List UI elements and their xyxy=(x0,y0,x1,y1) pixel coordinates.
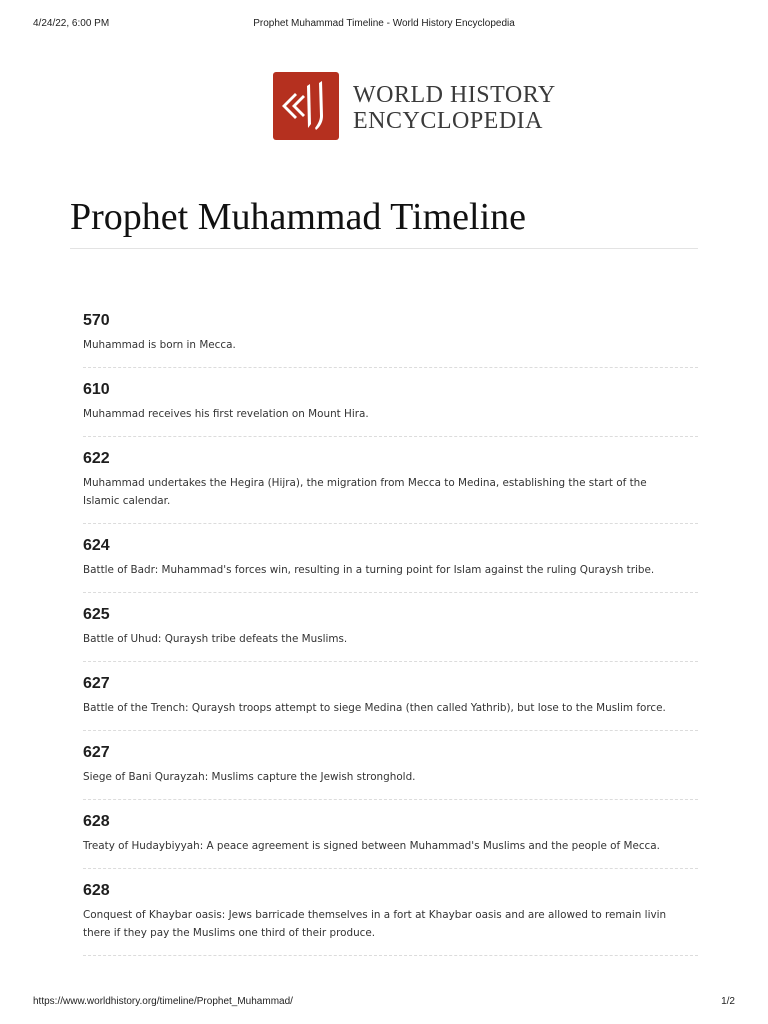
page-title: Prophet Muhammad Timeline xyxy=(70,196,526,238)
timeline-entry xyxy=(83,743,698,800)
timeline-list xyxy=(83,311,698,968)
timeline-entry xyxy=(83,449,698,524)
entry-description: Muhammad undertakes the Hegira (Hijra), the migration from Mecca to Medina, establishing the start of the Islamic calendar. xyxy=(83,477,647,507)
entry-description: Muhammad receives his first revelation on Mount Hira. xyxy=(83,408,369,420)
timeline-entry xyxy=(83,674,698,731)
page-number: 1/2 xyxy=(721,996,735,1007)
title-divider xyxy=(70,248,698,249)
entry-year: 628 xyxy=(83,813,110,830)
logo-line-2: ENCYCLOPEDIA xyxy=(353,108,543,134)
print-header xyxy=(33,18,735,32)
timeline-entry xyxy=(83,881,698,956)
entry-year: 627 xyxy=(83,744,110,761)
print-date: 4/24/22, 6:00 PM xyxy=(33,18,110,29)
entry-description: Battle of the Trench: Quraysh troops attempt to siege Medina (then called Yathrib), but lose to the Muslim force. xyxy=(83,702,666,714)
entry-year: 570 xyxy=(83,312,110,329)
timeline-entry xyxy=(83,311,698,368)
timeline-entry xyxy=(83,380,698,437)
entry-year: 610 xyxy=(83,381,110,398)
site-logo[interactable] xyxy=(273,72,563,142)
entry-year: 628 xyxy=(83,882,110,899)
timeline-entry xyxy=(83,605,698,662)
entry-year: 625 xyxy=(83,606,110,623)
logo-wordmark xyxy=(353,82,556,134)
entry-year: 627 xyxy=(83,675,110,692)
entry-description: Conquest of Khaybar oasis: Jews barricade themselves in a fort at Khaybar oasis and are allowed to remain livin there if they pay the Muslims one third of their produce. xyxy=(83,909,667,939)
print-page-title: Prophet Muhammad Timeline - World History Encyclopedia xyxy=(253,18,515,29)
entry-description: Battle of Uhud: Quraysh tribe defeats the Muslims. xyxy=(83,633,348,645)
print-footer xyxy=(33,996,735,1010)
timeline-entry xyxy=(83,536,698,593)
entry-year: 624 xyxy=(83,537,110,554)
logo-line-1: WORLD HISTORY xyxy=(353,82,556,108)
timeline-entry xyxy=(83,812,698,869)
entry-description: Treaty of Hudaybiyyah: A peace agreement is signed between Muhammad's Muslims and the people of Mecca. xyxy=(83,840,660,852)
entry-description: Siege of Bani Qurayzah: Muslims capture the Jewish stronghold. xyxy=(83,771,416,783)
entry-year: 622 xyxy=(83,450,110,467)
page-url-link[interactable]: https://www.worldhistory.org/timeline/Prophet_Muhammad/ xyxy=(33,996,293,1007)
logo-mark-icon xyxy=(273,72,339,140)
entry-description: Battle of Badr: Muhammad's forces win, resulting in a turning point for Islam against the ruling Quraysh tribe. xyxy=(83,564,655,576)
entry-description: Muhammad is born in Mecca. xyxy=(83,339,236,351)
